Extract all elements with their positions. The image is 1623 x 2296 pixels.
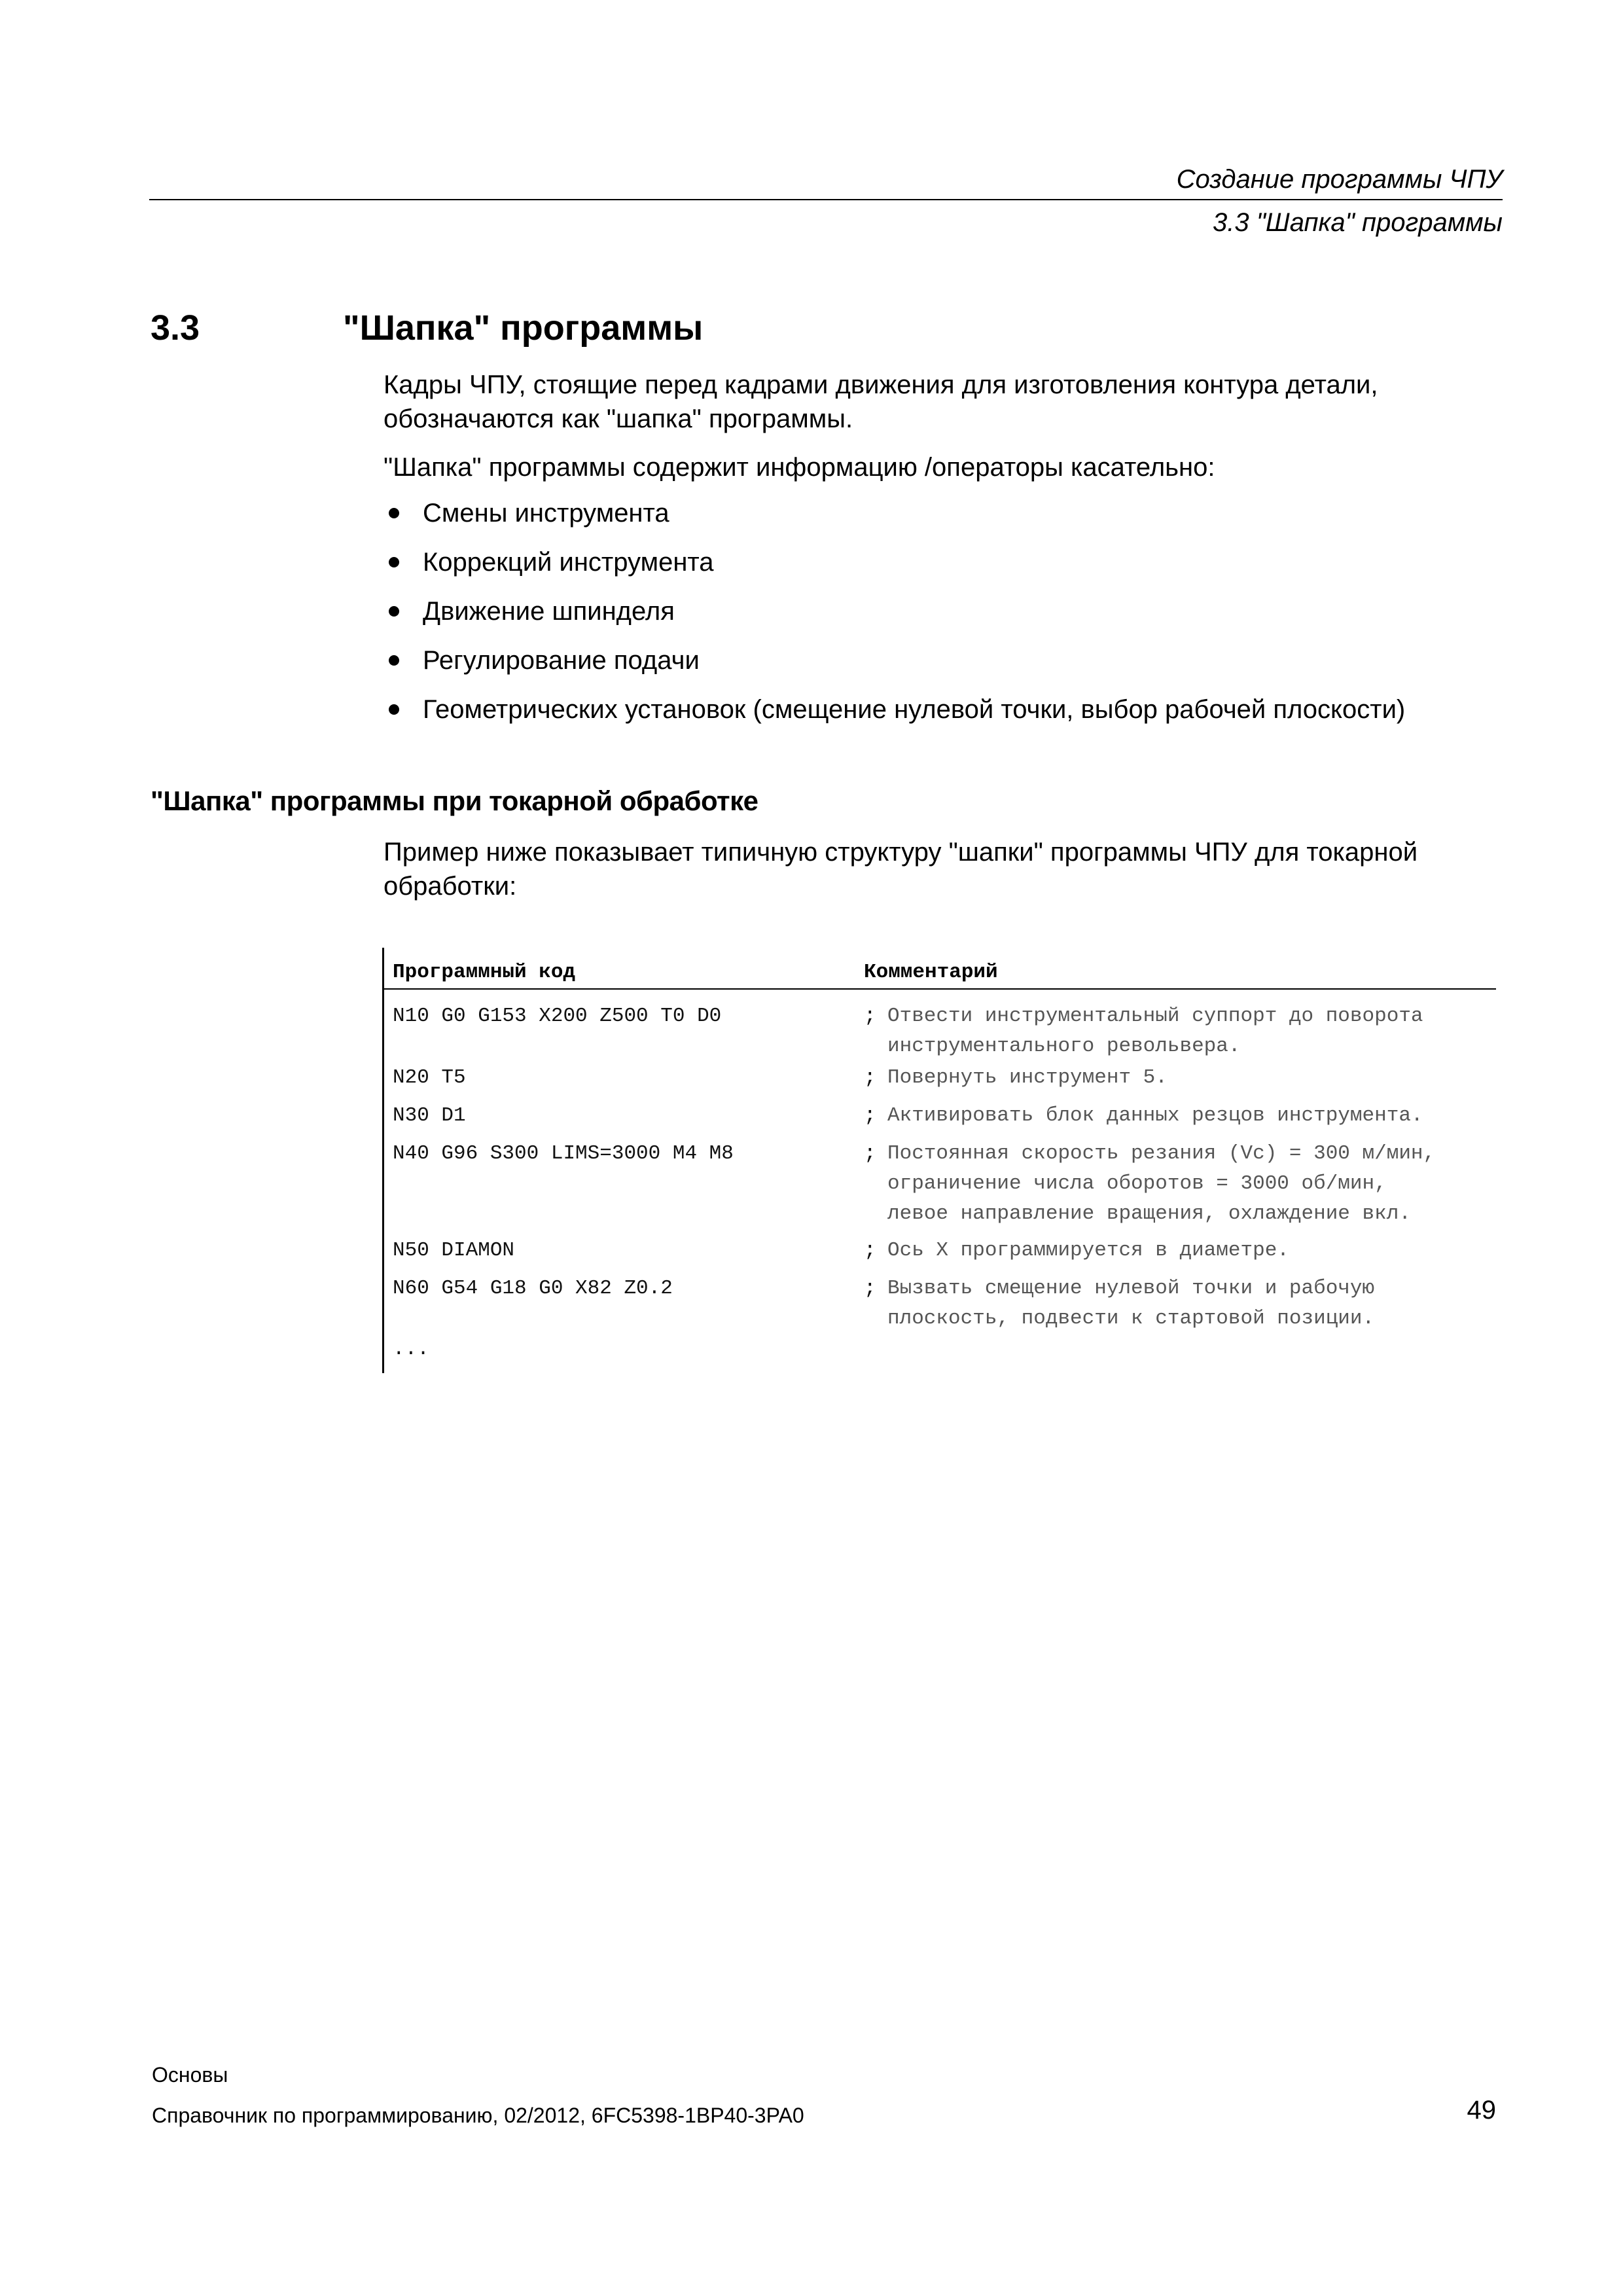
comment-cell: Вызвать смещение нулевой точки и рабочую плоскость, подвести к стартовой позиции. bbox=[887, 1277, 1375, 1330]
bullet-dot-icon bbox=[389, 606, 399, 617]
footer-title: Основы bbox=[152, 2063, 228, 2087]
bullet-dot-icon bbox=[389, 704, 399, 715]
intro-paragraph: Кадры ЧПУ, стоящие перед кадрами движения для изготовления контура детали, обозначаются как "шапка" программы. bbox=[383, 370, 1378, 433]
running-header-chapter: Создание программы ЧПУ bbox=[1176, 165, 1503, 194]
bullet-dot-icon bbox=[389, 557, 399, 567]
bullet-item bbox=[383, 594, 1405, 643]
bullet-text: Геометрических установок (смещение нулевой точки, выбор рабочей плоскости) bbox=[423, 695, 1406, 724]
comment-semicolon: ; bbox=[864, 1066, 876, 1089]
section-title: "Шапка" программы bbox=[343, 308, 704, 348]
bullet-text: Движение шпинделя bbox=[423, 597, 675, 626]
section-number: 3.3 bbox=[151, 308, 200, 348]
bullet-item bbox=[383, 643, 1405, 692]
header-underline bbox=[384, 988, 1496, 990]
comment-cell: Активировать блок данных резцов инструмента. bbox=[887, 1104, 1423, 1127]
comment-column-header: Комментарий bbox=[864, 961, 998, 984]
bullet-item bbox=[383, 496, 1405, 545]
bullet-list bbox=[383, 496, 1405, 742]
comment-semicolon: ; bbox=[864, 1142, 876, 1165]
comment-cell: Ось X программируется в диаметре. bbox=[887, 1239, 1289, 1262]
subsection-title: "Шапка" программы при токарной обработке bbox=[151, 785, 758, 816]
bullet-item bbox=[383, 545, 1405, 594]
code-cell: N40 G96 S300 LIMS=3000 M4 M8 bbox=[393, 1142, 734, 1165]
code-cell: N50 DIAMON bbox=[393, 1239, 515, 1262]
bullet-text: Коррекций инструмента bbox=[423, 548, 714, 577]
code-cell: N10 G0 G153 X200 Z500 T0 D0 bbox=[393, 1005, 722, 1028]
subsection-paragraph: Пример ниже показывает типичную структуру "шапки" программы ЧПУ для токарной обработки: bbox=[383, 838, 1418, 901]
page-number: 49 bbox=[1467, 2096, 1496, 2125]
comment-cell: Повернуть инструмент 5. bbox=[887, 1066, 1168, 1089]
code-table-left-rule bbox=[382, 948, 384, 1373]
comment-semicolon: ; bbox=[864, 1005, 876, 1028]
bullet-dot-icon bbox=[389, 655, 399, 666]
code-table bbox=[382, 948, 1496, 1373]
contains-paragraph: "Шапка" программы содержит информацию /операторы касательно: bbox=[383, 453, 1215, 482]
running-header-section: 3.3 "Шапка" программы bbox=[1213, 208, 1503, 237]
bullet-dot-icon bbox=[389, 508, 399, 518]
comment-cell: Отвести инструментальный суппорт до поворота инструментального револьвера. bbox=[887, 1005, 1423, 1058]
comment-semicolon: ; bbox=[864, 1104, 876, 1127]
code-cell: N20 T5 bbox=[393, 1066, 466, 1089]
comment-semicolon: ; bbox=[864, 1277, 876, 1300]
header-rule bbox=[149, 199, 1503, 200]
code-column-header: Программный код bbox=[393, 961, 576, 984]
comment-cell: Постоянная скорость резания (Vc) = 300 м/мин, ограничение числа оборотов = 3000 об/мин, левое направление вращения, охлаждение вкл. bbox=[887, 1142, 1436, 1225]
footer-manual-info: Справочник по программированию, 02/2012, 6FC5398-1BP40-3PA0 bbox=[152, 2104, 804, 2127]
code-cell: N60 G54 G18 G0 X82 Z0.2 bbox=[393, 1277, 673, 1300]
bullet-item bbox=[383, 692, 1405, 742]
bullet-text: Смены инструмента bbox=[423, 499, 669, 528]
code-cell: N30 D1 bbox=[393, 1104, 466, 1127]
bullet-text: Регулирование подачи bbox=[423, 646, 700, 675]
comment-semicolon: ; bbox=[864, 1239, 876, 1262]
code-ellipsis: ... bbox=[393, 1338, 429, 1361]
